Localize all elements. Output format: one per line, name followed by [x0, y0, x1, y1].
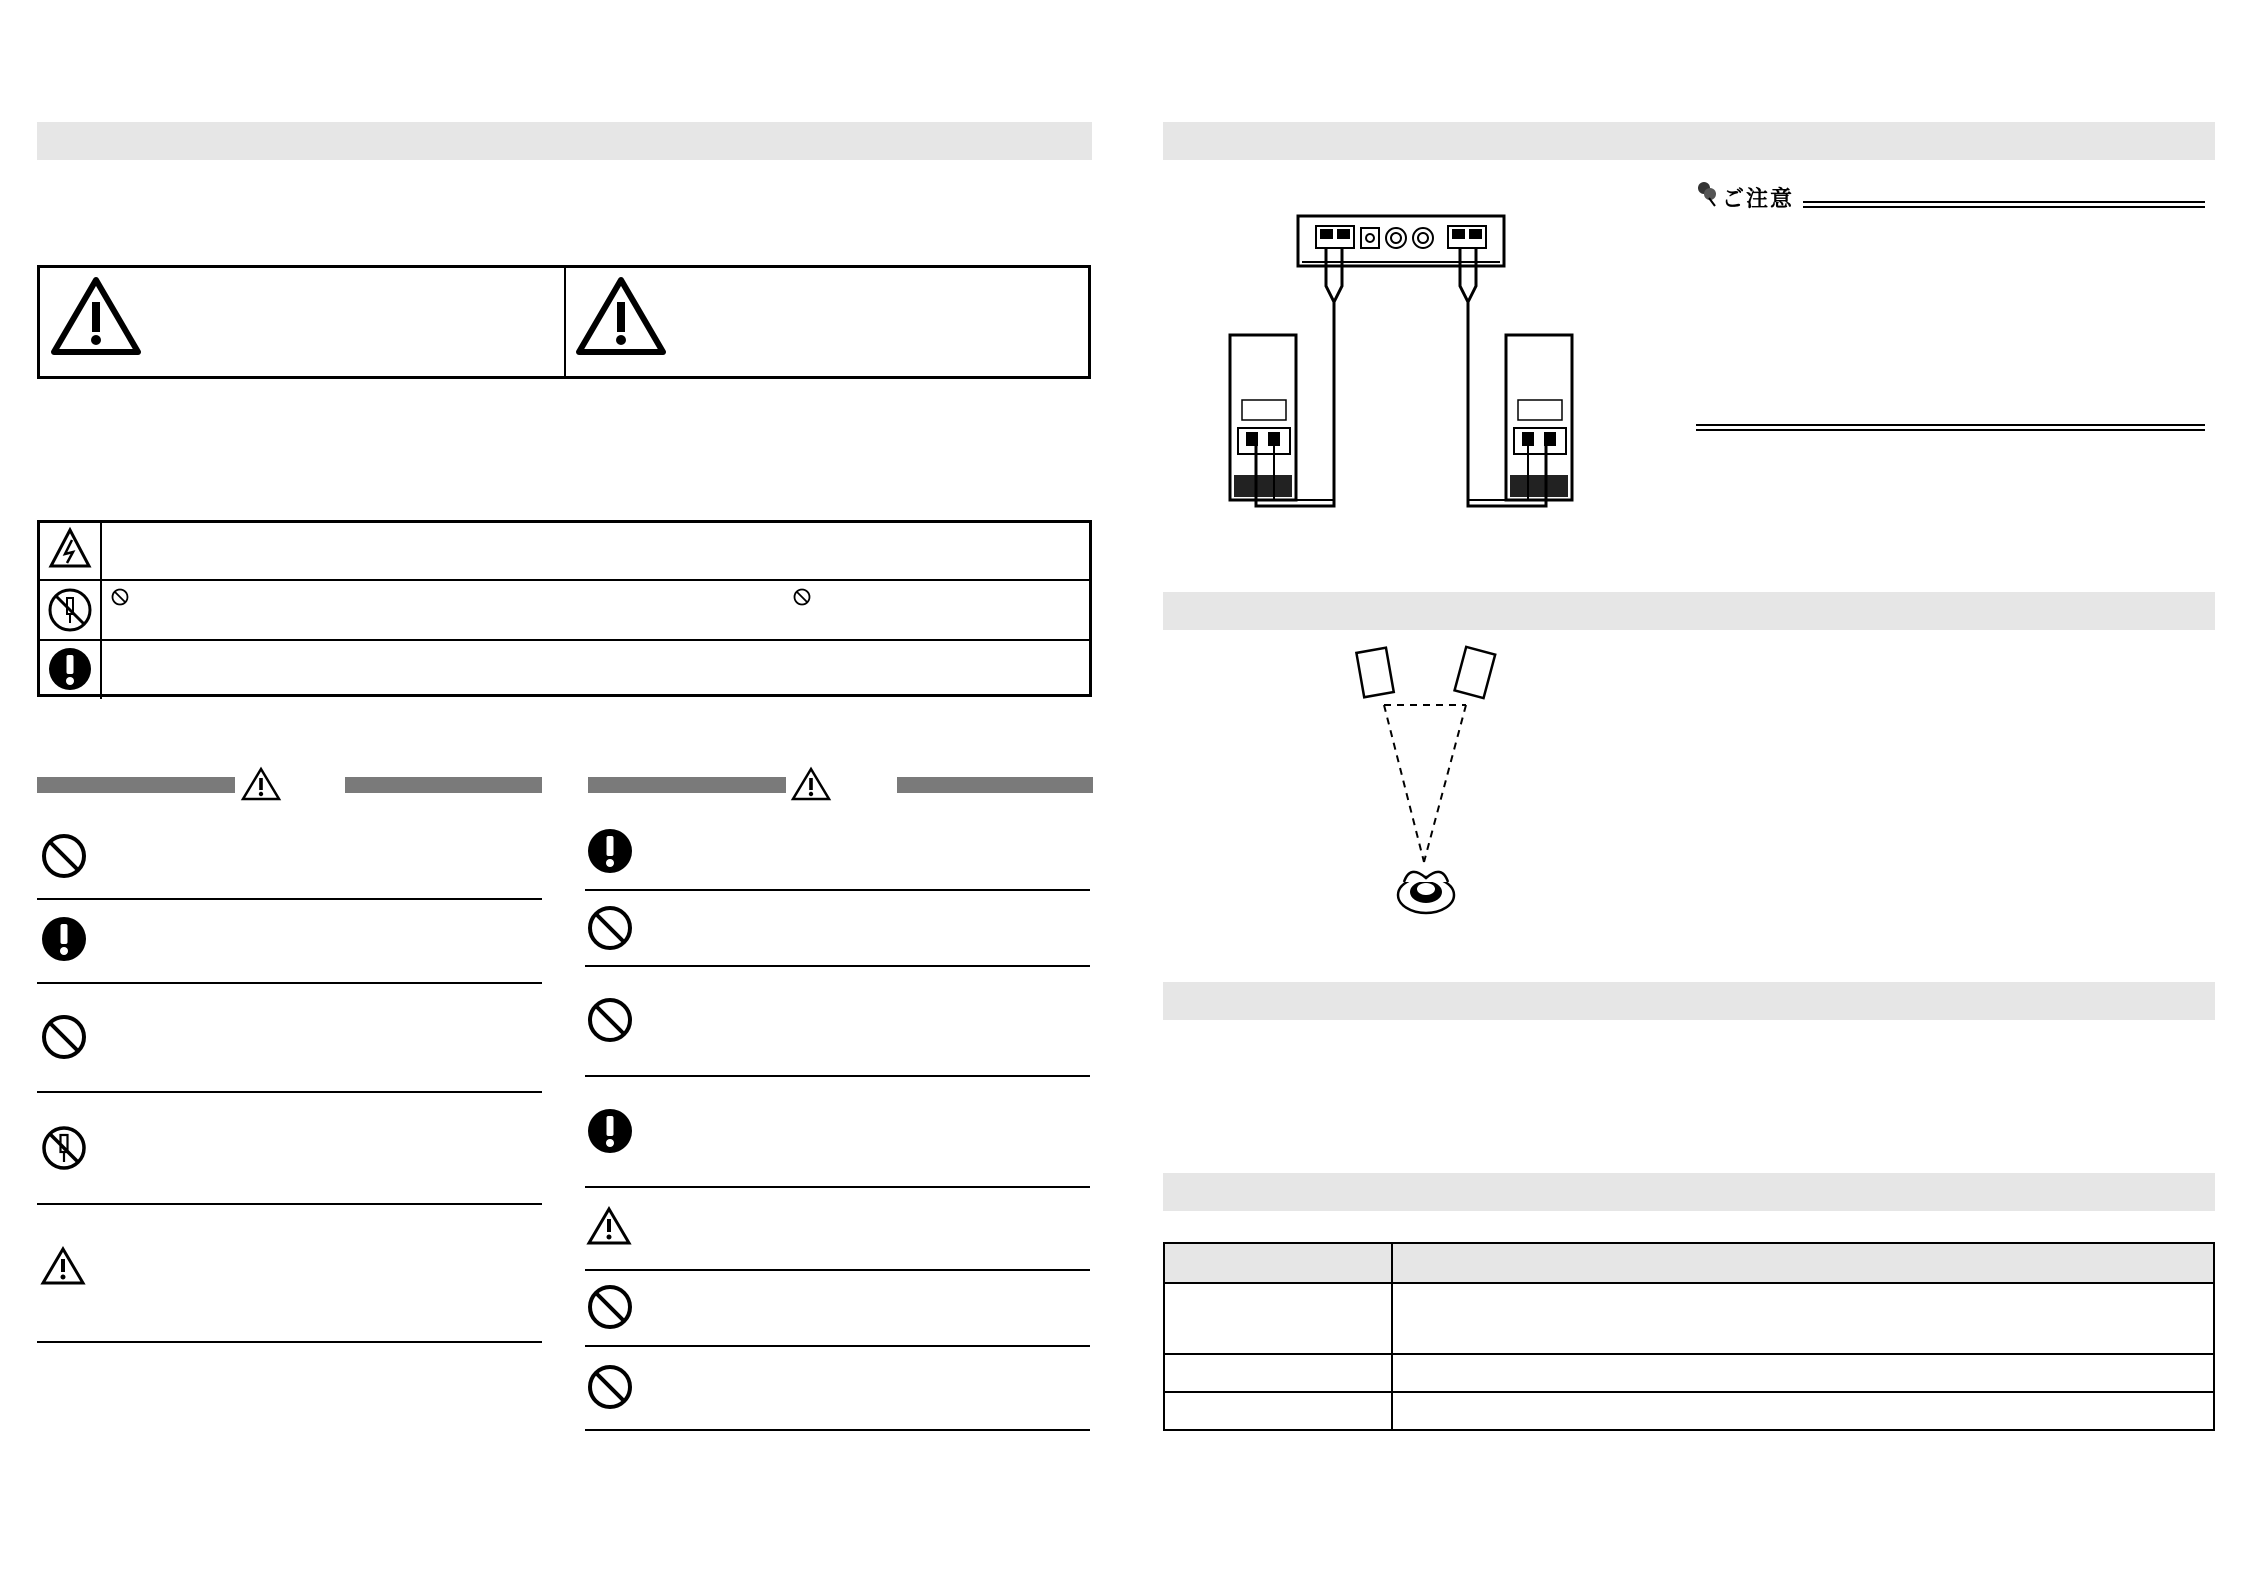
- legend-icon-cell: [40, 641, 102, 699]
- item-divider: [585, 1269, 1090, 1271]
- caution-note-bottom-rule: [1696, 424, 2205, 431]
- section-header-bar-connection: [1163, 122, 2215, 160]
- spec-table-row-divider: [1165, 1391, 2213, 1393]
- warning-heading-rule-right: [345, 777, 542, 793]
- warning-heading-rule-left: [37, 777, 235, 793]
- caution-heading-rule-right: [897, 777, 1093, 793]
- item-divider: [585, 1075, 1090, 1077]
- item-divider: [37, 1203, 542, 1205]
- item-divider: [585, 1186, 1090, 1188]
- warning-triangle-icon: [575, 276, 667, 356]
- item-divider: [37, 982, 542, 984]
- spec-table-row-divider: [1165, 1353, 2213, 1355]
- warning-triangle-icon: [50, 276, 142, 356]
- warning-box-divider: [564, 268, 566, 376]
- legend-row-mandatory: [40, 639, 1089, 699]
- item-divider: [37, 1341, 542, 1343]
- legend-icon-cell: [40, 521, 102, 579]
- item-divider: [585, 1345, 1090, 1347]
- section-header-bar-3: [1163, 982, 2215, 1020]
- small-prohibit-icon: [110, 587, 130, 607]
- section-header-bar-specs: [1163, 1173, 2215, 1211]
- prohibition-circle-icon: [586, 1363, 634, 1411]
- warning-triangle-icon: [586, 1206, 632, 1246]
- spec-table-column-divider: [1391, 1244, 1393, 1429]
- mandatory-exclamation-icon: [40, 915, 88, 963]
- section-header-bar-placement: [1163, 592, 2215, 630]
- caution-heading-rule-left: [588, 777, 786, 793]
- prohibition-circle-icon: [586, 996, 634, 1044]
- speaker-placement-diagram: [1340, 640, 1520, 930]
- warning-triangle-icon: [791, 767, 831, 801]
- warning-triangle-icon: [40, 1246, 86, 1286]
- prohibition-circle-icon: [586, 904, 634, 952]
- prohibition-circle-icon: [586, 1283, 634, 1331]
- item-divider: [585, 1429, 1090, 1431]
- prohibition-circle-icon: [40, 832, 88, 880]
- no-disassemble-icon: [40, 1124, 88, 1172]
- pushpin-icon: [1695, 180, 1719, 208]
- item-divider: [585, 965, 1090, 967]
- mandatory-exclamation-icon: [586, 1107, 634, 1155]
- caution-note-top-rule: [1803, 201, 2205, 208]
- item-divider: [37, 898, 542, 900]
- warning-triangle-icon: [241, 767, 281, 801]
- legend-row-electric: [40, 521, 1089, 579]
- legend-icon-cell: [40, 581, 102, 641]
- item-divider: [37, 1091, 542, 1093]
- specifications-table: [1163, 1242, 2215, 1431]
- no-disassemble-icon: [47, 587, 93, 633]
- small-prohibit-icon: [792, 587, 812, 607]
- connection-diagram: [1220, 210, 1600, 520]
- item-divider: [585, 889, 1090, 891]
- electric-shock-icon: [48, 527, 92, 571]
- mandatory-exclamation-icon: [47, 646, 93, 692]
- caution-note-label: ご注意: [1722, 187, 1795, 212]
- spec-table-header: [1165, 1244, 2213, 1284]
- symbol-legend-table: [37, 520, 1092, 697]
- mandatory-exclamation-icon: [586, 827, 634, 875]
- section-header-bar-safety: [37, 122, 1092, 160]
- prohibition-circle-icon: [40, 1013, 88, 1061]
- legend-row-prohibit: [40, 579, 1089, 641]
- warning-caution-box: [37, 265, 1091, 379]
